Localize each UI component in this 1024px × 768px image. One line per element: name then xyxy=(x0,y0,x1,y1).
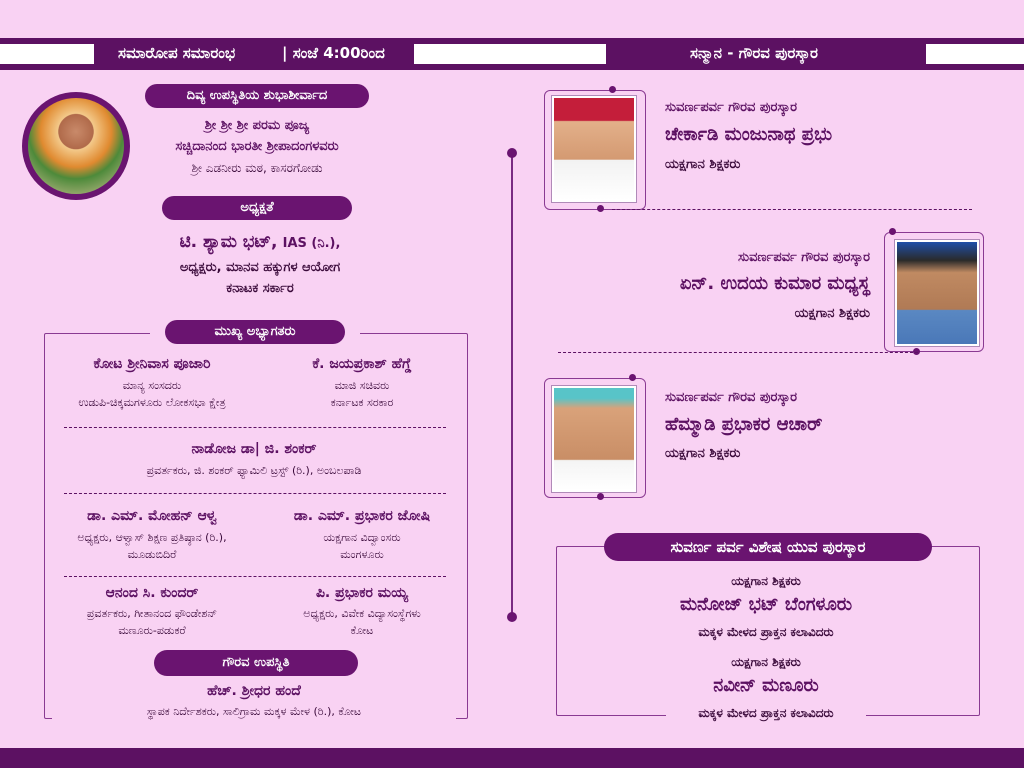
honor-presence-name: ಹೆಚ್. ಶ್ರೀಧರ ಹಂದೆ xyxy=(207,683,301,699)
youth-p1-sub: ಮಕ್ಕಳ ಮೇಳದ ಪ್ರಾಕ್ತನ ಕಲಾವಿದರು xyxy=(698,625,834,639)
guest1-line2: ಉಡುಪಿ-ಚಿಕ್ಕಮಗಳೂರು ಲೋಕಸಭಾ ಕ್ಷೇತ್ರ xyxy=(78,396,226,409)
award1-name: ಚೇರ್ಕಾಡಿ ಮಂಜುನಾಥ ಪ್ರಭು xyxy=(665,124,833,145)
presidency-label: ಅಧ್ಯಕ್ಷತೆ xyxy=(162,196,352,220)
guest6-line2: ಮಣೂರು-ಪಡುಕರೆ xyxy=(118,624,186,637)
guest3-name: ನಾಡೋಜ ಡಾ| ಜಿ. ಶಂಕರ್ xyxy=(191,441,317,457)
honor-presence-line1: ಸ್ಥಾಪಕ ನಿರ್ದೇಶಕರು, ಸಾಲಿಗ್ರಾಮ ಮಕ್ಕಳ ಮೇಳ (ರಿ.), ಕೋಟ xyxy=(52,705,456,719)
guests-divider-1 xyxy=(64,427,446,428)
header-white-bar-right xyxy=(926,44,1024,64)
guest4-line1: ಅಧ್ಯಕ್ಷರು, ಆಳ್ವಾಸ್ ಶಿಕ್ಷಣ ಪ್ರತಿಷ್ಠಾನ (ರಿ.), xyxy=(77,531,227,544)
header-white-bar-mid xyxy=(414,44,606,64)
blessing-line2: ಸಚ್ಚಿದಾನಂದ ಭಾರತೀ ಶ್ರೀಪಾದಂಗಳವರು xyxy=(175,139,339,154)
guest5-line2: ಮಂಗಳೂರು xyxy=(340,548,384,561)
timeline-dot-bottom xyxy=(507,612,517,622)
award3-dot-b xyxy=(597,493,604,500)
blessing-line3: ಶ್ರೀ ಎಡನೀರು ಮಠ, ಕಾಸರಗೋಡು xyxy=(191,161,323,175)
award1-divider xyxy=(612,209,972,210)
presidency-name-row xyxy=(110,232,410,252)
award3-role: ಯಕ್ಷಗಾನ ಶಿಕ್ಷಕರು xyxy=(665,446,741,461)
award1-dot-a xyxy=(609,86,616,93)
award2-title: ಸುವರ್ಣಪರ್ವ ಗೌರವ ಪುರಸ್ಕಾರ xyxy=(738,250,870,265)
youth-p1-name: ಮನೋಜ್ ಭಟ್ ಬೆಂಗಳೂರು xyxy=(679,594,853,615)
youth-p1-role: ಯಕ್ಷಗಾನ ಶಿಕ್ಷಕರು xyxy=(731,574,801,588)
award1-role: ಯಕ್ಷಗಾನ ಶಿಕ್ಷಕರು xyxy=(665,157,741,172)
youth-p2-sub: ಮಕ್ಕಳ ಮೇಳದ ಪ್ರಾಕ್ತನ ಕಲಾವಿದರು xyxy=(666,706,866,721)
header-right-title: ಸನ್ಮಾನ - ಗೌರವ ಪುರಸ್ಕಾರ xyxy=(690,44,818,62)
guest4-line2: ಮೂಡುಬಿದಿರೆ xyxy=(127,548,177,561)
guests-divider-3 xyxy=(64,576,446,577)
guest7-name: ಪಿ. ಪ್ರಭಾಕರ ಮಯ್ಯ xyxy=(315,585,409,601)
guest2-line2: ಕರ್ನಾಟಕ ಸರಕಾರ xyxy=(330,396,394,409)
award2-name: ಏನ್. ಉದಯ ಕುಮಾರ ಮಧ್ಯಸ್ಥ xyxy=(679,273,870,294)
guest2-line1: ಮಾಜಿ ಸಚಿವರು xyxy=(334,379,390,392)
youth-p2-name: ನವೀನ್ ಮಣೂರು xyxy=(713,675,819,696)
guest5-line1: ಯಕ್ಷಗಾನ ವಿದ್ವಾಂಸರು xyxy=(323,531,401,544)
header-left-title: ಸಮಾರೋಪ ಸಮಾರಂಭ xyxy=(118,44,236,62)
guest7-line1: ಅಧ್ಯಕ್ಷರು, ವಿವೇಕ ವಿದ್ಯಾಸಂಸ್ಥೆಗಳು xyxy=(303,607,421,620)
award1-dot-b xyxy=(597,205,604,212)
award2-role: ಯಕ್ಷಗಾನ ಶಿಕ್ಷಕರು xyxy=(794,306,870,321)
youth-label: ಸುವರ್ಣ ಪರ್ವ ವಿಶೇಷ ಯುವ ಪುರಸ್ಕಾರ xyxy=(604,533,932,561)
presidency-name-suffix: IAS (ನಿ.), xyxy=(282,236,341,251)
timeline-line xyxy=(511,152,513,618)
guests-divider-2 xyxy=(64,493,446,494)
swamiji-photo xyxy=(28,98,124,194)
guest1-name: ಕೋಟ ಶ್ರೀನಿವಾಸ ಪೂಜಾರಿ xyxy=(93,356,211,372)
guest7-line2: ಕೋಟ xyxy=(350,624,374,637)
award2-photo xyxy=(895,240,979,346)
presidency-name: ಟಿ. ಶ್ಯಾಮ ಭಟ್, xyxy=(179,232,278,252)
award3-title: ಸುವರ್ಣಪರ್ವ ಗೌರವ ಪುರಸ್ಕಾರ xyxy=(665,390,797,405)
award2-divider xyxy=(558,352,918,353)
header-left-time: | ಸಂಜೆ 4:00ರಿಂದ xyxy=(282,44,385,62)
honor-presence-label: ಗೌರವ ಉಪಸ್ಥಿತಿ xyxy=(154,650,358,676)
guest4-name: ಡಾ. ಎಮ್. ಮೋಹನ್ ಆಳ್ವ xyxy=(87,508,217,524)
guest6-line1: ಪ್ರವರ್ತಕರು, ಗೀತಾನಂದ ಫೌಂಡೇಶನ್ xyxy=(86,607,218,620)
guest6-name: ಆನಂದ ಸಿ. ಕುಂದರ್ xyxy=(105,585,199,601)
award2-dot-a xyxy=(889,228,896,235)
presidency-line2: ಕನಾಟಕ ಸರ್ಕಾರ xyxy=(226,281,294,296)
presidency-line1: ಅಧ್ಯಕ್ಷರು, ಮಾನವ ಹಕ್ಕುಗಳ ಆಯೋಗ xyxy=(179,260,341,275)
header-white-bar-left xyxy=(0,44,94,64)
blessing-line1: ಶ್ರೀ ಶ್ರೀ ಶ್ರೀ ಪರಮ ಪೂಜ್ಯ xyxy=(204,118,310,133)
award3-dot-a xyxy=(629,374,636,381)
guest2-name: ಕೆ. ಜಯಪ್ರಕಾಶ್ ಹೆಗ್ಡೆ xyxy=(312,356,412,372)
guest3-line1: ಪ್ರವರ್ತಕರು, ಜಿ. ಶಂಕರ್ ಫ್ಯಾಮಿಲಿ ಟ್ರಸ್ಟ್ (ರಿ.), ಅಂಬಲಪಾಡಿ xyxy=(146,464,362,477)
guests-label: ಮುಖ್ಯ ಅಭ್ಯಾಗತರು xyxy=(165,320,345,344)
blessing-label: ದಿವ್ಯ ಉಪಸ್ಥಿತಿಯ ಶುಭಾಶೀರ್ವಾದ xyxy=(145,84,369,108)
award3-photo xyxy=(552,386,636,492)
award3-name: ಹೆಮ್ಮಾಡಿ ಪ್ರಭಾಕರ ಆಚಾರ್ xyxy=(665,414,823,435)
youth-p2-role: ಯಕ್ಷಗಾನ ಶಿಕ್ಷಕರು xyxy=(731,655,801,669)
award1-title: ಸುವರ್ಣಪರ್ವ ಗೌರವ ಪುರಸ್ಕಾರ xyxy=(665,100,797,115)
timeline-dot-top xyxy=(507,148,517,158)
guest1-line1: ಮಾನ್ಯ ಸಂಸದರು xyxy=(122,379,182,392)
footer-band xyxy=(0,748,1024,768)
guest5-name: ಡಾ. ಎಮ್. ಪ್ರಭಾಕರ ಜೋಷಿ xyxy=(293,508,431,524)
award1-photo xyxy=(552,96,636,202)
swamiji-photo-frame xyxy=(22,92,130,200)
